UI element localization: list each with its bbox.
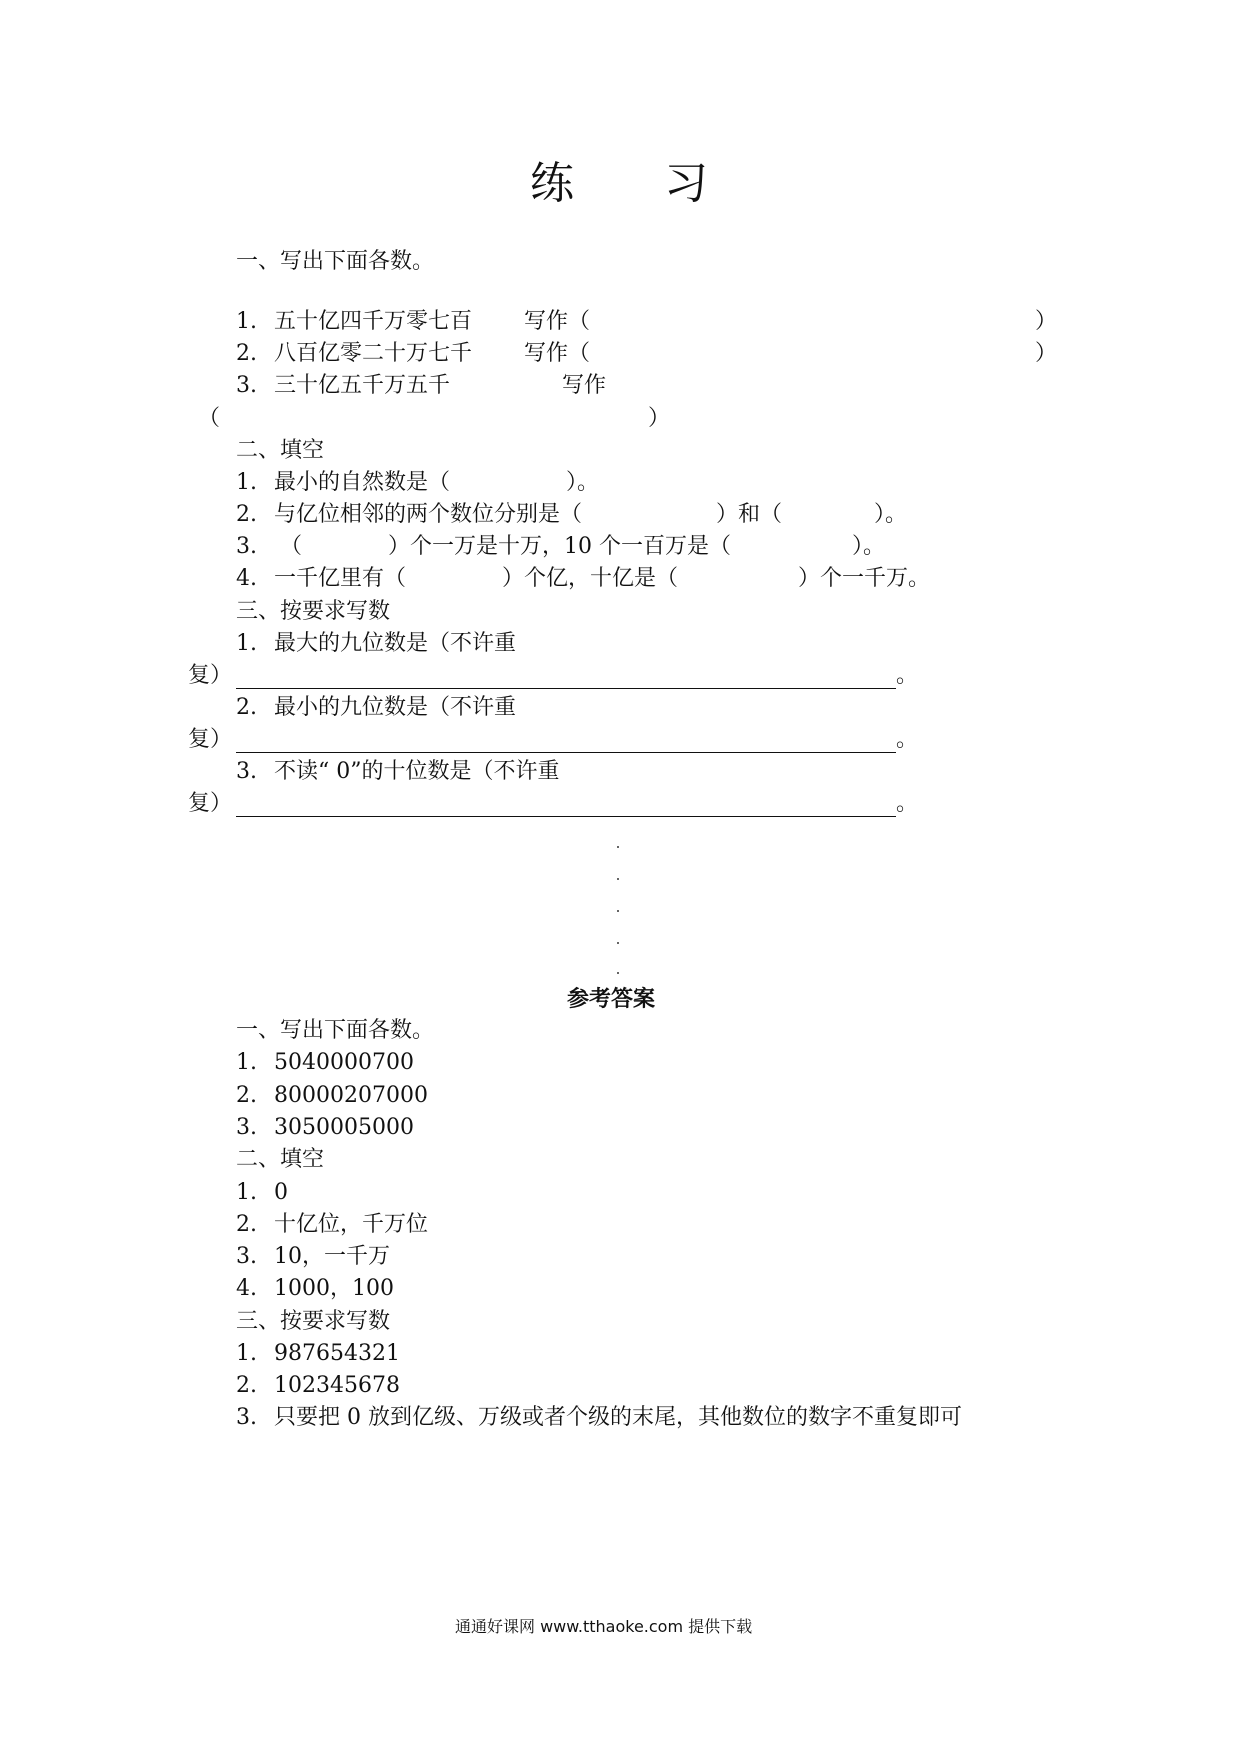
s2-item2-c: ）。: [874, 502, 908, 527]
ans-s3-item2-num: 2.: [236, 1373, 257, 1398]
section2-heading: 二、填空: [236, 438, 325, 463]
s3-item1-text: 最大的九位数是（不许重: [274, 631, 517, 656]
s2-item2-a: 与亿位相邻的两个数位分别是（: [274, 502, 583, 527]
s3-item3-cont: 复）: [188, 791, 233, 816]
s1-item1-text: 五十亿四千万零七百: [274, 309, 473, 334]
footer-text: 通通好课网 www.tthaoke.com 提供下载: [455, 1617, 753, 1636]
ans-section3-heading: 三、按要求写数: [236, 1309, 391, 1334]
divider-dot: [617, 846, 619, 848]
s3-item1-end: 。: [896, 663, 919, 688]
s1-item1-write: 写作（: [524, 309, 591, 334]
s2-item4-c: ）个一千万。: [798, 566, 931, 591]
s2-item1-a: 最小的自然数是（: [274, 470, 451, 495]
s3-item1-cont: 复）: [188, 663, 233, 688]
ans-s2-item4-num: 4.: [236, 1276, 257, 1301]
s3-item2-end: 。: [896, 727, 919, 752]
title-char-2: 习: [664, 158, 708, 209]
ans-s1-item1-text: 5040000700: [274, 1050, 414, 1075]
ans-s1-item2-num: 2.: [236, 1083, 257, 1108]
ans-s1-item2-text: 80000207000: [274, 1083, 428, 1108]
s1-item3-close: ）: [648, 406, 671, 431]
ans-s2-item4-text: 1000，100: [274, 1276, 394, 1301]
s2-item2-num: 2.: [236, 502, 257, 527]
s2-item2-b: ）和（: [716, 502, 783, 527]
ans-s1-item3-text: 3050005000: [274, 1115, 414, 1140]
divider-dot: [617, 878, 619, 880]
ans-s3-item3-num: 3.: [236, 1405, 257, 1430]
ans-s3-item1-num: 1.: [236, 1341, 257, 1366]
s1-item2-close: ）: [1035, 341, 1058, 366]
s2-item4-num: 4.: [236, 566, 257, 591]
s1-item2-num: 2.: [236, 341, 257, 366]
s1-item3-num: 3.: [236, 373, 257, 398]
s2-item3-c: ）。: [852, 534, 886, 559]
s2-item1-num: 1.: [236, 470, 257, 495]
s3-item3-num: 3.: [236, 759, 257, 784]
s1-item3-write: 写作: [562, 373, 607, 398]
ans-s1-item1-num: 1.: [236, 1050, 257, 1075]
s1-item3-open: （: [198, 406, 221, 431]
s3-item2-text: 最小的九位数是（不许重: [274, 695, 517, 720]
s2-item1-b: ）。: [566, 470, 600, 495]
s1-item1-close: ）: [1035, 309, 1058, 334]
s3-item2-answer-line: [236, 752, 896, 753]
divider-dot: [617, 910, 619, 912]
s1-item2-write: 写作（: [524, 341, 591, 366]
ans-section1-heading: 一、写出下面各数。: [236, 1018, 435, 1043]
s3-item2-num: 2.: [236, 695, 257, 720]
s3-item3-text: 不读“ 0”的十位数是（不许重: [274, 759, 560, 784]
ans-s1-item3-num: 3.: [236, 1115, 257, 1140]
s2-item3-b: ）个一万是十万，10 个一百万是（: [388, 534, 731, 559]
s1-item1-num: 1.: [236, 309, 257, 334]
ans-section2-heading: 二、填空: [236, 1147, 325, 1172]
s3-item1-num: 1.: [236, 631, 257, 656]
section1-heading: 一、写出下面各数。: [236, 249, 435, 274]
ans-s2-item1-num: 1.: [236, 1180, 257, 1205]
divider-dot: [617, 972, 619, 974]
s3-item2-cont: 复）: [188, 727, 233, 752]
answers-title: 参考答案: [567, 986, 656, 1012]
ans-s2-item2-text: 十亿位，千万位: [274, 1212, 429, 1237]
title-char-1: 练: [530, 158, 574, 209]
s3-item3-answer-line: [236, 816, 896, 817]
divider-dot: [617, 942, 619, 944]
s1-item3-text: 三十亿五千万五千: [274, 373, 451, 398]
s3-item3-end: 。: [896, 791, 919, 816]
s1-item2-text: 八百亿零二十万七千: [274, 341, 473, 366]
ans-s2-item2-num: 2.: [236, 1212, 257, 1237]
ans-s2-item1-text: 0: [274, 1180, 288, 1205]
s2-item3-num: 3.: [236, 534, 257, 559]
ans-s3-item1-text: 987654321: [274, 1341, 400, 1366]
s2-item4-b: ）个亿，十亿是（: [502, 566, 679, 591]
section3-heading: 三、按要求写数: [236, 599, 391, 624]
ans-s3-item2-text: 102345678: [274, 1373, 400, 1398]
ans-s2-item3-text: 10，一千万: [274, 1244, 390, 1269]
s2-item3-a: （: [280, 534, 303, 559]
s3-item1-answer-line: [236, 688, 896, 689]
ans-s3-item3-text: 只要把 0 放到亿级、万级或者个级的末尾，其他数位的数字不重复即可: [274, 1405, 962, 1430]
ans-s2-item3-num: 3.: [236, 1244, 257, 1269]
s2-item4-a: 一千亿里有（: [274, 566, 407, 591]
